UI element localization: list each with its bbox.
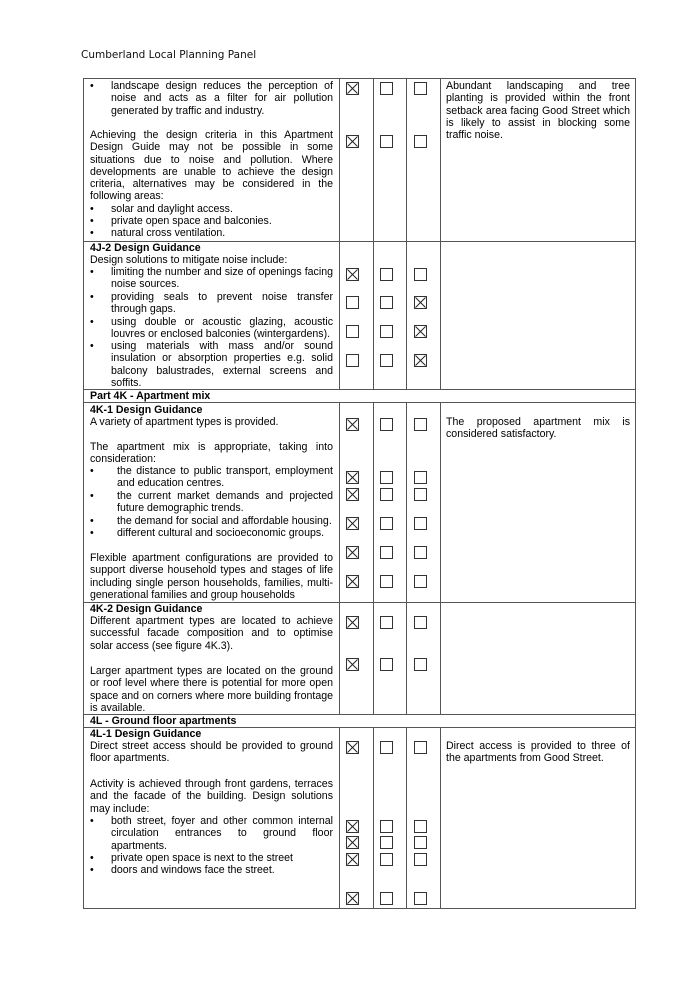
check-x-icon [347, 659, 358, 670]
check-x-icon [347, 269, 358, 280]
checkbox-na[interactable] [414, 658, 427, 671]
bullet: • [90, 465, 94, 477]
section-heading: 4K-1 Design Guidance [90, 404, 203, 416]
check-x-icon [347, 472, 358, 483]
checkbox-no[interactable] [380, 354, 393, 367]
guidance-text: The apartment mix is appropriate, taking into consideration: [90, 441, 333, 466]
part-heading: Part 4K - Apartment mix [90, 390, 211, 402]
checkbox-no[interactable] [380, 82, 393, 95]
checkbox-yes[interactable] [346, 418, 359, 431]
checkbox-yes[interactable] [346, 517, 359, 530]
checkbox-yes[interactable] [346, 296, 359, 309]
checkbox-na[interactable] [414, 616, 427, 629]
checkbox-no[interactable] [380, 616, 393, 629]
check-x-icon [415, 297, 426, 308]
checkbox-yes[interactable] [346, 820, 359, 833]
column-divider [339, 79, 340, 389]
check-x-icon [347, 576, 358, 587]
section-heading: 4J-2 Design Guidance [90, 242, 201, 254]
assessment-comment: Abundant landscaping and tree planting is provided within the front setback area facing Good Street which is likely to assist in blocking some traffic noise. [446, 80, 630, 142]
guidance-bullet: doors and windows face the street. [111, 864, 275, 876]
guidance-text: Flexible apartment configurations are provided to support diverse household types and stages of life including single person households, families, multi-generational families and group households [90, 552, 333, 601]
checkbox-na[interactable] [414, 268, 427, 281]
checkbox-no[interactable] [380, 741, 393, 754]
checkbox-no[interactable] [380, 853, 393, 866]
guidance-bullet: different cultural and socioeconomic groups. [117, 527, 325, 539]
guidance-bullet: the demand for social and affordable housing. [117, 515, 332, 527]
checkbox-no[interactable] [380, 135, 393, 148]
checkbox-yes[interactable] [346, 82, 359, 95]
guidance-bullet: the distance to public transport, employment and education centres. [117, 465, 333, 490]
checkbox-na[interactable] [414, 488, 427, 501]
guidance-text: Activity is achieved through front gardens, terraces and the facade of the building. Design solutions may include: [90, 778, 333, 815]
guidance-bullet: providing seals to prevent noise transfer through gaps. [111, 291, 333, 316]
column-divider [339, 402, 340, 714]
checkbox-no[interactable] [380, 546, 393, 559]
checkbox-yes[interactable] [346, 741, 359, 754]
checkbox-na[interactable] [414, 853, 427, 866]
assessment-comment: The proposed apartment mix is considered satisfactory. [446, 416, 630, 441]
check-x-icon [347, 821, 358, 832]
part-heading: 4L - Ground floor apartments [90, 715, 237, 727]
column-divider [440, 79, 441, 389]
checkbox-na[interactable] [414, 575, 427, 588]
checkbox-no[interactable] [380, 325, 393, 338]
guidance-bullet: limiting the number and size of openings facing noise sources. [111, 266, 333, 291]
checkbox-na[interactable] [414, 325, 427, 338]
check-x-icon [415, 355, 426, 366]
bullet: • [90, 316, 94, 328]
assessment-comment: Direct access is provided to three of the apartments from Good Street. [446, 740, 630, 765]
bullet: • [90, 266, 94, 278]
checkbox-yes[interactable] [346, 471, 359, 484]
checkbox-na[interactable] [414, 820, 427, 833]
bullet: • [90, 291, 94, 303]
guidance-text: Larger apartment types are located on the ground or roof level where there is potential for more open space and on corners where more building frontage is available. [90, 665, 333, 714]
bullet: • [90, 515, 94, 527]
checkbox-yes[interactable] [346, 354, 359, 367]
checkbox-no[interactable] [380, 836, 393, 849]
checkbox-yes[interactable] [346, 546, 359, 559]
column-divider [373, 79, 374, 389]
guidance-text: Achieving the design criteria in this Apartment Design Guide may not be possible in some situations due to noise and pollution. Where developments are unable to achieve the design criteria, alternatives may be considered in the following areas: [90, 129, 333, 203]
guidance-bullet: private open space is next to the street [111, 852, 293, 864]
checkbox-no[interactable] [380, 268, 393, 281]
bullet: • [90, 80, 94, 92]
check-x-icon [415, 326, 426, 337]
check-x-icon [347, 83, 358, 94]
checkbox-na[interactable] [414, 354, 427, 367]
checkbox-yes[interactable] [346, 488, 359, 501]
guidance-bullet: natural cross ventilation. [111, 227, 226, 239]
bullet: • [90, 215, 94, 227]
check-x-icon [347, 489, 358, 500]
checkbox-na[interactable] [414, 296, 427, 309]
guidance-bullet: the current market demands and projected future demographic trends. [117, 490, 333, 515]
checkbox-yes[interactable] [346, 658, 359, 671]
checkbox-yes[interactable] [346, 325, 359, 338]
check-x-icon [347, 893, 358, 904]
column-divider [440, 402, 441, 714]
checkbox-na[interactable] [414, 135, 427, 148]
bullet: • [90, 340, 94, 352]
checkbox-yes[interactable] [346, 836, 359, 849]
check-x-icon [347, 854, 358, 865]
bullet: • [90, 227, 94, 239]
checkbox-yes[interactable] [346, 616, 359, 629]
guidance-text: A variety of apartment types is provided. [90, 416, 279, 428]
bullet: • [90, 527, 94, 539]
checkbox-no[interactable] [380, 892, 393, 905]
guidance-bullet: private open space and balconies. [111, 215, 272, 227]
bullet: • [90, 864, 94, 876]
checkbox-na[interactable] [414, 836, 427, 849]
checkbox-no[interactable] [380, 575, 393, 588]
checkbox-no[interactable] [380, 418, 393, 431]
checkbox-no[interactable] [380, 488, 393, 501]
checkbox-na[interactable] [414, 82, 427, 95]
guidance-bullet: both street, foyer and other common internal circulation entrances to ground floor apartments. [111, 815, 333, 852]
checkbox-no[interactable] [380, 820, 393, 833]
checkbox-yes[interactable] [346, 853, 359, 866]
checkbox-na[interactable] [414, 741, 427, 754]
column-divider [406, 79, 407, 389]
checkbox-no[interactable] [380, 296, 393, 309]
checkbox-na[interactable] [414, 892, 427, 905]
column-divider [373, 402, 374, 714]
checkbox-na[interactable] [414, 471, 427, 484]
column-divider [339, 727, 340, 909]
checkbox-no[interactable] [380, 517, 393, 530]
check-x-icon [347, 617, 358, 628]
checkbox-yes[interactable] [346, 892, 359, 905]
guidance-bullet: using materials with mass and/or sound insulation or absorption properties e.g. solid balcony balustrades, external screens and soffits. [111, 340, 333, 389]
section-heading: 4K-2 Design Guidance [90, 603, 203, 615]
bullet: • [90, 815, 94, 827]
guidance-bullet: landscape design reduces the perception of noise and acts as a filter for air pollution generated by traffic and industry. [111, 80, 333, 117]
section-heading: 4L-1 Design Guidance [90, 728, 202, 740]
checkbox-yes[interactable] [346, 575, 359, 588]
column-divider [373, 727, 374, 909]
guidance-bullet: using double or acoustic glazing, acoustic louvres or enclosed balconies (wintergardens). [111, 316, 333, 341]
checkbox-na[interactable] [414, 517, 427, 530]
check-x-icon [347, 419, 358, 430]
guidance-text: Design solutions to mitigate noise include: [90, 254, 288, 266]
guidance-text: Different apartment types are located to achieve successful facade composition and to optimise solar access (see figure 4K.3). [90, 615, 333, 652]
checkbox-na[interactable] [414, 546, 427, 559]
checkbox-yes[interactable] [346, 135, 359, 148]
check-x-icon [347, 547, 358, 558]
checkbox-yes[interactable] [346, 268, 359, 281]
bullet: • [90, 852, 94, 864]
checkbox-no[interactable] [380, 658, 393, 671]
column-divider [406, 727, 407, 909]
check-x-icon [347, 518, 358, 529]
check-x-icon [347, 742, 358, 753]
bullet: • [90, 490, 94, 502]
checkbox-na[interactable] [414, 418, 427, 431]
column-divider [406, 402, 407, 714]
bullet: • [90, 203, 94, 215]
guidance-bullet: solar and daylight access. [111, 203, 233, 215]
checkbox-no[interactable] [380, 471, 393, 484]
page-header: Cumberland Local Planning Panel [81, 49, 257, 61]
check-x-icon [347, 837, 358, 848]
guidance-text: Direct street access should be provided to ground floor apartments. [90, 740, 333, 765]
compliance-table [83, 78, 636, 909]
check-x-icon [347, 136, 358, 147]
column-divider [440, 727, 441, 909]
